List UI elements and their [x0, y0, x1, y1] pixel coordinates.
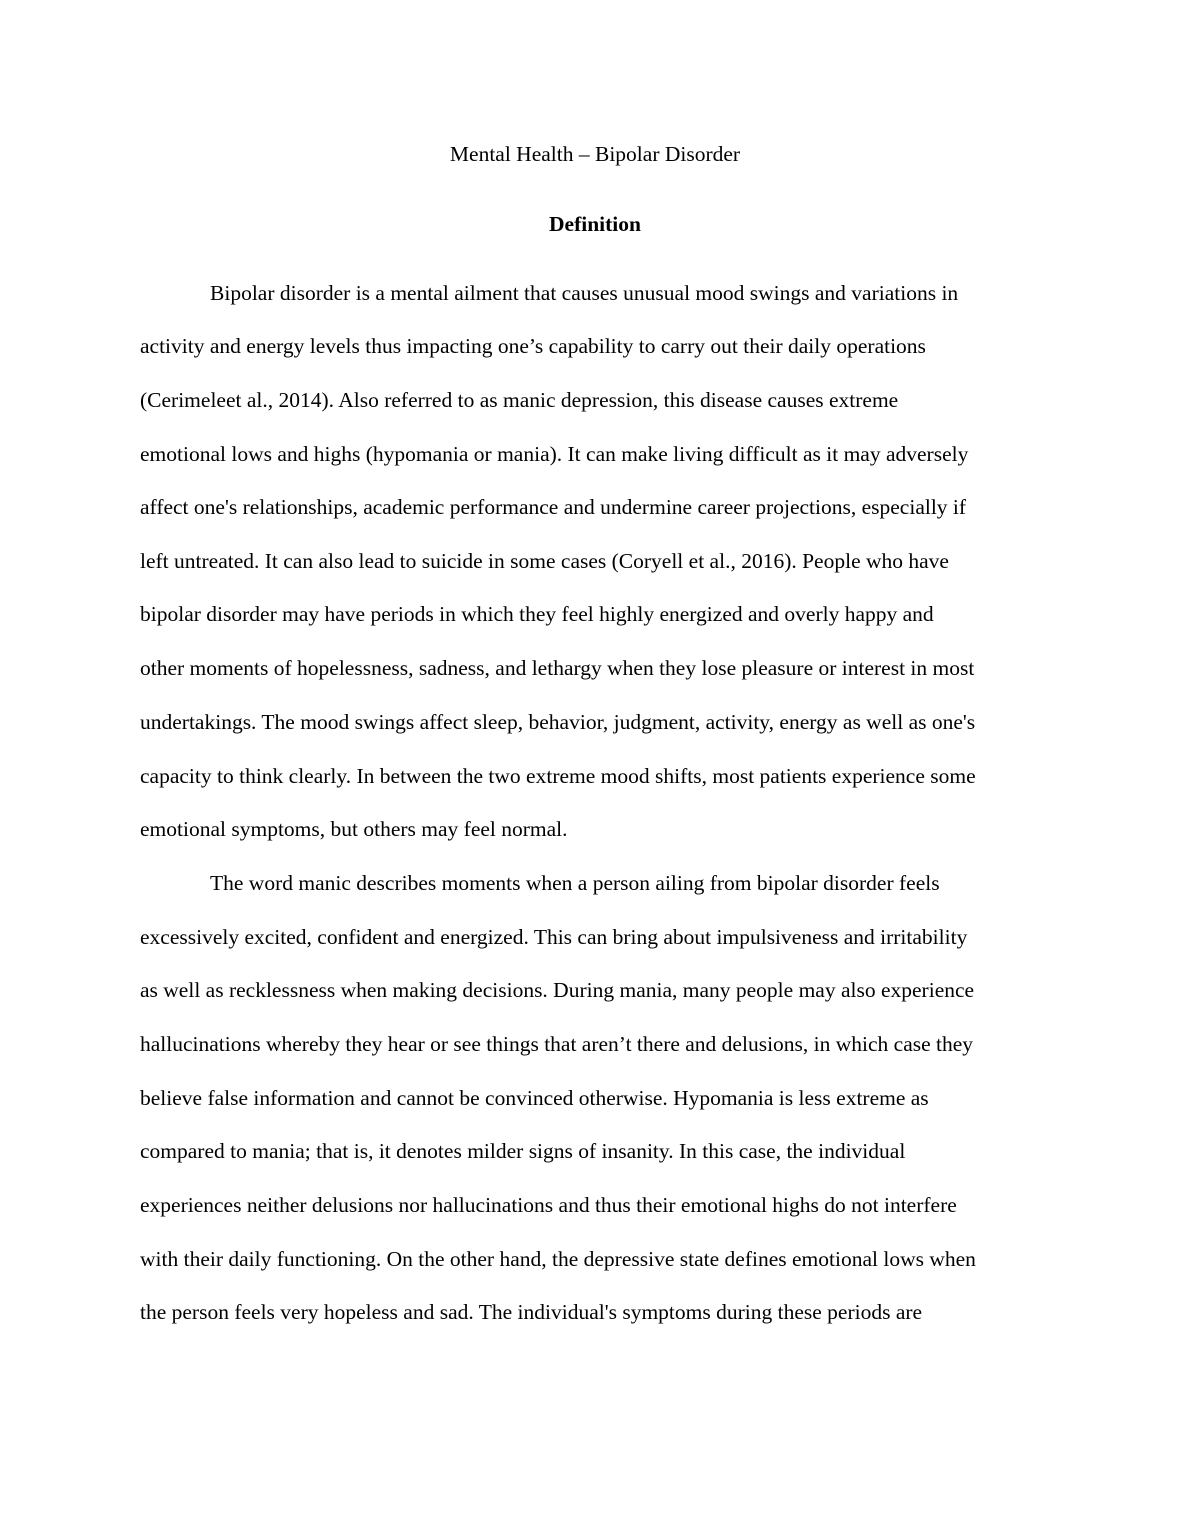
- paragraph-line: compared to mania; that is, it denotes milder signs of insanity. In this case, the individual: [140, 1139, 906, 1163]
- paragraph-line: bipolar disorder may have periods in which they feel highly energized and overly happy and: [140, 602, 934, 626]
- paragraph-line: hallucinations whereby they hear or see things that aren’t there and delusions, in which case they: [140, 1032, 974, 1056]
- document-title: Mental Health – Bipolar Disorder: [449, 142, 741, 166]
- paragraph-line: as well as recklessness when making decisions. During mania, many people may also experience: [140, 978, 975, 1002]
- paragraph-line: affect one's relationships, academic performance and undermine career projections, especially if: [140, 495, 967, 519]
- paragraph-line: (Cerimeleet al., 2014). Also referred to as manic depression, this disease causes extreme: [140, 388, 899, 412]
- paragraph-line: Bipolar disorder is a mental ailment that causes unusual mood swings and variations in: [210, 281, 959, 305]
- paragraph-line: left untreated. It can also lead to suicide in some cases (Coryell et al., 2016). People who have: [140, 549, 949, 573]
- paragraph-line: capacity to think clearly. In between the two extreme mood shifts, most patients experience some: [140, 764, 976, 788]
- paragraph-line: emotional lows and highs (hypomania or mania). It can make living difficult as it may adversely: [140, 442, 969, 466]
- paragraph-line: believe false information and cannot be convinced otherwise. Hypomania is less extreme as: [140, 1086, 929, 1110]
- section-heading-definition: Definition: [549, 212, 641, 236]
- paragraph-line: emotional symptoms, but others may feel normal.: [140, 817, 568, 841]
- paragraph-line: experiences neither delusions nor hallucinations and thus their emotional highs do not interfere: [140, 1193, 957, 1217]
- paragraph-line: The word manic describes moments when a person ailing from bipolar disorder feels: [210, 871, 940, 895]
- paragraph-line: the person feels very hopeless and sad. The individual's symptoms during these periods are: [140, 1300, 923, 1324]
- paragraph-line: excessively excited, confident and energized. This can bring about impulsiveness and irritability: [140, 925, 968, 949]
- paragraph-line: with their daily functioning. On the other hand, the depressive state defines emotional lows when: [140, 1247, 976, 1271]
- paragraph-line: undertakings. The mood swings affect sleep, behavior, judgment, activity, energy as well as one's: [140, 710, 976, 734]
- paragraph-line: activity and energy levels thus impacting one’s capability to carry out their daily operations: [140, 334, 926, 358]
- paragraph-line: other moments of hopelessness, sadness, and lethargy when they lose pleasure or interest in most: [140, 656, 975, 680]
